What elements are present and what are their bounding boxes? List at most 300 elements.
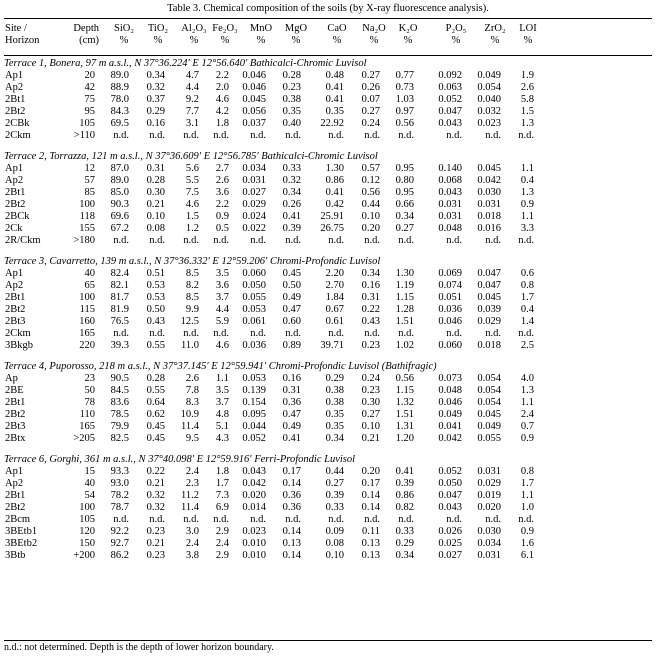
value-cell: 0.048 <box>438 223 462 234</box>
value-cell: 1.7 <box>520 478 534 489</box>
value-cell: 0.4 <box>520 175 534 186</box>
value-cell: 8.5 <box>185 268 199 279</box>
value-cell: 0.031 <box>477 550 501 561</box>
value-cell: 0.029 <box>477 478 501 489</box>
value-cell: n.d. <box>364 130 380 141</box>
value-cell: 0.33 <box>325 502 344 513</box>
value-cell: 1.7 <box>215 478 229 489</box>
value-cell: 2.20 <box>325 268 344 279</box>
value-cell: 0.060 <box>242 268 266 279</box>
value-cell: 0.018 <box>477 340 501 351</box>
value-cell: 0.063 <box>438 82 462 93</box>
value-cell: 0.034 <box>477 538 501 549</box>
table-row <box>4 466 652 478</box>
value-cell: 12 <box>84 163 95 174</box>
value-cell: 0.019 <box>477 490 501 501</box>
section-title: Terrace 1, Bonera, 97 m a.s.l., N 37°36.224′ E 12°56.640′ Bathicalci-Chromic Luvisol <box>4 58 367 69</box>
value-cell: 0.73 <box>395 82 414 93</box>
value-cell: 0.14 <box>282 478 301 489</box>
horizon-cell: Ap1 <box>5 268 24 279</box>
value-cell: 3.5 <box>215 268 229 279</box>
value-cell: 0.139 <box>242 385 266 396</box>
value-cell: 0.30 <box>146 187 165 198</box>
value-cell: 1.1 <box>520 211 534 222</box>
value-cell: 4.2 <box>215 106 229 117</box>
value-cell: 0.030 <box>477 526 501 537</box>
value-cell: 4.6 <box>215 340 229 351</box>
value-cell: n.d. <box>149 130 165 141</box>
value-cell: 0.36 <box>282 490 301 501</box>
value-cell: n.d. <box>149 514 165 525</box>
value-cell: n.d. <box>250 235 266 246</box>
value-cell: 3.5 <box>215 385 229 396</box>
table-row <box>4 82 652 94</box>
value-cell: 0.08 <box>325 538 344 549</box>
value-cell: 0.069 <box>438 268 462 279</box>
value-cell: 0.049 <box>477 421 501 432</box>
value-cell: 150 <box>79 538 95 549</box>
value-cell: 1.6 <box>520 538 534 549</box>
value-cell: 0.34 <box>282 187 301 198</box>
value-cell: 15 <box>84 466 95 477</box>
horizon-cell: Ap1 <box>5 466 24 477</box>
header-col: Al₂O₃ % <box>181 23 207 46</box>
horizon-cell: 2Bt1 <box>5 292 26 303</box>
value-cell: 0.53 <box>146 280 165 291</box>
horizon-cell: Ap2 <box>5 175 24 186</box>
value-cell: 0.95 <box>395 187 414 198</box>
value-cell: n.d. <box>183 328 199 339</box>
value-cell: 3.1 <box>185 118 199 129</box>
value-cell: 105 <box>79 118 95 129</box>
value-cell: 0.55 <box>146 385 165 396</box>
value-cell: 0.22 <box>361 304 380 315</box>
value-cell: 0.027 <box>242 187 266 198</box>
value-cell: 84.5 <box>110 385 129 396</box>
value-cell: 0.042 <box>242 478 266 489</box>
value-cell: 1.20 <box>395 433 414 444</box>
value-cell: 65 <box>84 280 95 291</box>
table-row <box>4 106 652 118</box>
table-row <box>4 502 652 514</box>
value-cell: 0.49 <box>282 421 301 432</box>
value-cell: 1.3 <box>520 187 534 198</box>
value-cell: 0.054 <box>477 385 501 396</box>
value-cell: 89.0 <box>110 70 129 81</box>
table-row <box>4 478 652 490</box>
value-cell: 0.29 <box>395 538 414 549</box>
value-cell: 0.020 <box>477 502 501 513</box>
value-cell: 0.24 <box>361 118 380 129</box>
horizon-cell: Ap2 <box>5 478 24 489</box>
value-cell: n.d. <box>485 328 501 339</box>
value-cell: 1.1 <box>520 163 534 174</box>
value-cell: 1.51 <box>395 409 414 420</box>
value-cell: 0.23 <box>361 340 380 351</box>
value-cell: 0.27 <box>325 478 344 489</box>
value-cell: 220 <box>79 340 95 351</box>
value-cell: 5.6 <box>185 163 199 174</box>
value-cell: 0.12 <box>361 175 380 186</box>
horizon-cell: Ap2 <box>5 82 24 93</box>
value-cell: 92.2 <box>110 526 129 537</box>
value-cell: 8.5 <box>185 292 199 303</box>
value-cell: 0.14 <box>282 526 301 537</box>
value-cell: 165 <box>79 421 95 432</box>
value-cell: 90.3 <box>110 199 129 210</box>
header-col: P₂O₅ % <box>445 23 467 46</box>
value-cell: 2.0 <box>215 82 229 93</box>
value-cell: 0.22 <box>146 466 165 477</box>
value-cell: 1.8 <box>215 466 229 477</box>
value-cell: 0.7 <box>520 421 534 432</box>
table-row <box>4 235 652 247</box>
value-cell: 0.5 <box>215 223 229 234</box>
value-cell: 1.3 <box>520 385 534 396</box>
value-cell: 0.016 <box>477 223 501 234</box>
value-cell: 0.77 <box>395 70 414 81</box>
value-cell: 78.5 <box>110 409 129 420</box>
value-cell: n.d. <box>364 328 380 339</box>
value-cell: 0.068 <box>438 175 462 186</box>
value-cell: 0.095 <box>242 409 266 420</box>
value-cell: n.d. <box>213 514 229 525</box>
table-row <box>4 526 652 538</box>
value-cell: 0.047 <box>438 490 462 501</box>
value-cell: 0.054 <box>477 82 501 93</box>
value-cell: 10.9 <box>180 409 199 420</box>
value-cell: 0.45 <box>282 268 301 279</box>
value-cell: 3.0 <box>185 526 199 537</box>
value-cell: 0.13 <box>361 538 380 549</box>
value-cell: 0.140 <box>438 163 462 174</box>
value-cell: 0.037 <box>242 118 266 129</box>
value-cell: 1.51 <box>395 316 414 327</box>
value-cell: 0.14 <box>361 502 380 513</box>
value-cell: 0.35 <box>325 106 344 117</box>
value-cell: 0.39 <box>282 223 301 234</box>
horizon-cell: 2Bcm <box>5 514 31 525</box>
horizon-cell: 2Bt1 <box>5 397 26 408</box>
value-cell: 0.28 <box>146 175 165 186</box>
value-cell: 0.32 <box>146 82 165 93</box>
value-cell: 0.060 <box>438 340 462 351</box>
value-cell: 0.37 <box>146 94 165 105</box>
value-cell: 86.2 <box>110 550 129 561</box>
value-cell: 50 <box>84 385 95 396</box>
value-cell: 0.26 <box>361 82 380 93</box>
value-cell: 8.2 <box>185 280 199 291</box>
value-cell: 1.32 <box>395 397 414 408</box>
horizon-cell: 2Btx <box>5 433 26 444</box>
value-cell: 0.042 <box>477 175 501 186</box>
value-cell: 0.026 <box>438 526 462 537</box>
table-row <box>4 268 652 280</box>
value-cell: 1.15 <box>395 385 414 396</box>
value-cell: 0.82 <box>395 502 414 513</box>
value-cell: 1.5 <box>185 211 199 222</box>
header-col: MnO % <box>249 23 273 46</box>
value-cell: 1.2 <box>185 223 199 234</box>
table-body <box>4 57 652 570</box>
value-cell: 1.4 <box>520 316 534 327</box>
horizon-cell: 3BEtb1 <box>5 526 38 537</box>
table-row <box>4 163 652 175</box>
value-cell: 39.3 <box>110 340 129 351</box>
value-cell: 1.30 <box>325 163 344 174</box>
value-cell: 82.1 <box>110 280 129 291</box>
value-cell: 40 <box>84 478 95 489</box>
value-cell: 89.0 <box>110 175 129 186</box>
value-cell: 0.21 <box>146 478 165 489</box>
value-cell: 92.7 <box>110 538 129 549</box>
value-cell: 83.6 <box>110 397 129 408</box>
value-cell: 0.046 <box>242 82 266 93</box>
value-cell: 110 <box>79 409 95 420</box>
value-cell: n.d. <box>518 328 534 339</box>
value-cell: 88.9 <box>110 82 129 93</box>
value-cell: 0.45 <box>146 421 165 432</box>
table-row <box>4 397 652 409</box>
value-cell: 0.045 <box>477 409 501 420</box>
section-title: Terrace 6, Gorghi, 361 m a.s.l., N 37°40.098′ E 12°59.916′ Ferri-Profondic Luvisol <box>4 454 356 465</box>
value-cell: 0.62 <box>146 409 165 420</box>
horizon-cell: 3BEtb2 <box>5 538 38 549</box>
value-cell: 0.29 <box>146 106 165 117</box>
value-cell: 0.34 <box>146 70 165 81</box>
value-cell: 0.35 <box>325 421 344 432</box>
value-cell: n.d. <box>328 235 344 246</box>
header-col: MgO % <box>284 23 308 46</box>
value-cell: 0.41 <box>325 94 344 105</box>
value-cell: 0.049 <box>438 409 462 420</box>
value-cell: n.d. <box>446 130 462 141</box>
value-cell: 11.0 <box>181 340 199 351</box>
horizon-cell: 2Ckm <box>5 328 31 339</box>
value-cell: 6.9 <box>215 502 229 513</box>
value-cell: n.d. <box>285 328 301 339</box>
value-cell: 0.34 <box>325 433 344 444</box>
horizon-cell: 2Bt2 <box>5 199 26 210</box>
value-cell: 0.9 <box>520 526 534 537</box>
table-header <box>4 18 652 56</box>
header-col: K₂O % <box>398 23 418 46</box>
value-cell: 0.60 <box>282 316 301 327</box>
value-cell: n.d. <box>213 328 229 339</box>
value-cell: 0.10 <box>361 421 380 432</box>
value-cell: n.d. <box>285 235 301 246</box>
value-cell: 0.10 <box>146 211 165 222</box>
value-cell: 0.055 <box>477 433 501 444</box>
value-cell: n.d. <box>113 514 129 525</box>
table-footnote: n.d.: not determined. Depth is the depth of lower horizon boundary. <box>4 642 274 653</box>
value-cell: 0.66 <box>395 199 414 210</box>
value-cell: 0.38 <box>282 94 301 105</box>
value-cell: 3.6 <box>215 187 229 198</box>
value-cell: 9.5 <box>185 433 199 444</box>
value-cell: 0.53 <box>146 292 165 303</box>
horizon-cell: 2Bt2 <box>5 409 26 420</box>
value-cell: 78.7 <box>110 502 129 513</box>
value-cell: 4.6 <box>215 94 229 105</box>
value-cell: 1.28 <box>395 304 414 315</box>
value-cell: 100 <box>79 502 95 513</box>
value-cell: n.d. <box>328 328 344 339</box>
value-cell: 0.41 <box>325 187 344 198</box>
header-col: TiO₂ % <box>147 23 169 46</box>
value-cell: 3.3 <box>520 223 534 234</box>
value-cell: 84.3 <box>110 106 129 117</box>
horizon-cell: 2Bt1 <box>5 94 26 105</box>
value-cell: 20 <box>84 70 95 81</box>
section-title: Terrace 4, Puporosso, 218 m a.s.l., N 37°37.145′ E 12°59.941′ Chromi-Profondic Luvisol (Bathifragic) <box>4 361 437 372</box>
value-cell: 39.71 <box>320 340 344 351</box>
value-cell: 3.7 <box>215 292 229 303</box>
value-cell: 3.8 <box>185 550 199 561</box>
table-row <box>4 421 652 433</box>
table-bottom-rule <box>4 640 652 641</box>
value-cell: 0.20 <box>361 466 380 477</box>
value-cell: 0.061 <box>242 316 266 327</box>
table-row <box>4 187 652 199</box>
value-cell: 1.31 <box>395 421 414 432</box>
value-cell: 0.41 <box>282 211 301 222</box>
value-cell: 0.21 <box>146 538 165 549</box>
value-cell: 90.5 <box>110 373 129 384</box>
value-cell: n.d. <box>398 235 414 246</box>
value-cell: 0.28 <box>146 373 165 384</box>
value-cell: 0.031 <box>438 211 462 222</box>
value-cell: n.d. <box>446 328 462 339</box>
value-cell: 0.053 <box>242 373 266 384</box>
header-col: Fe₂O₃ % <box>212 23 238 46</box>
horizon-cell: Ap1 <box>5 70 24 81</box>
value-cell: 0.11 <box>362 526 380 537</box>
value-cell: 1.03 <box>395 94 414 105</box>
value-cell: 1.0 <box>520 502 534 513</box>
value-cell: 0.41 <box>325 82 344 93</box>
horizon-cell: 2BE <box>5 385 24 396</box>
value-cell: n.d. <box>364 235 380 246</box>
value-cell: 2.4 <box>215 538 229 549</box>
table-row <box>4 340 652 352</box>
value-cell: 0.51 <box>146 268 165 279</box>
value-cell: 0.33 <box>282 163 301 174</box>
value-cell: 0.056 <box>242 106 266 117</box>
value-cell: >205 <box>73 433 95 444</box>
table-row <box>4 550 652 562</box>
value-cell: 42 <box>84 82 95 93</box>
value-cell: 69.5 <box>110 118 129 129</box>
value-cell: 78.0 <box>110 94 129 105</box>
value-cell: 1.1 <box>520 397 534 408</box>
value-cell: n.d. <box>183 514 199 525</box>
value-cell: 0.47 <box>282 304 301 315</box>
value-cell: 0.32 <box>146 490 165 501</box>
value-cell: 0.43 <box>146 316 165 327</box>
value-cell: n.d. <box>328 514 344 525</box>
value-cell: 1.1 <box>520 490 534 501</box>
value-cell: n.d. <box>250 328 266 339</box>
table-row <box>4 385 652 397</box>
table-row <box>4 223 652 235</box>
value-cell: 78.2 <box>110 490 129 501</box>
value-cell: 0.31 <box>282 385 301 396</box>
value-cell: 0.029 <box>242 199 266 210</box>
value-cell: 0.029 <box>477 316 501 327</box>
value-cell: n.d. <box>398 130 414 141</box>
value-cell: 0.050 <box>438 478 462 489</box>
value-cell: +200 <box>73 550 95 561</box>
value-cell: 0.039 <box>477 304 501 315</box>
table-row <box>4 175 652 187</box>
value-cell: 0.89 <box>282 340 301 351</box>
value-cell: 0.051 <box>438 292 462 303</box>
value-cell: 2.9 <box>215 526 229 537</box>
value-cell: 1.9 <box>520 70 534 81</box>
value-cell: n.d. <box>250 514 266 525</box>
value-cell: 2.4 <box>185 466 199 477</box>
value-cell: n.d. <box>446 235 462 246</box>
value-cell: 0.16 <box>146 118 165 129</box>
value-cell: 0.24 <box>361 373 380 384</box>
value-cell: 76.5 <box>110 316 129 327</box>
value-cell: 0.39 <box>325 490 344 501</box>
horizon-cell: 2R/Ckm <box>5 235 41 246</box>
value-cell: 0.043 <box>438 118 462 129</box>
value-cell: 0.44 <box>325 466 344 477</box>
value-cell: 2.9 <box>215 550 229 561</box>
value-cell: 0.86 <box>395 490 414 501</box>
value-cell: 93.3 <box>110 466 129 477</box>
value-cell: 1.19 <box>395 280 414 291</box>
value-cell: 2.2 <box>215 199 229 210</box>
value-cell: 11.4 <box>181 421 199 432</box>
value-cell: 0.29 <box>325 373 344 384</box>
value-cell: 0.046 <box>438 397 462 408</box>
value-cell: n.d. <box>213 235 229 246</box>
value-cell: 0.56 <box>395 373 414 384</box>
horizon-cell: 2Bt3 <box>5 421 26 432</box>
horizon-cell: 2Bt2 <box>5 304 26 315</box>
value-cell: n.d. <box>183 130 199 141</box>
value-cell: 0.047 <box>438 106 462 117</box>
value-cell: 1.5 <box>520 106 534 117</box>
value-cell: 0.57 <box>361 163 380 174</box>
table-row <box>4 70 652 82</box>
value-cell: 5.9 <box>215 316 229 327</box>
value-cell: 0.35 <box>282 106 301 117</box>
value-cell: 0.092 <box>438 70 462 81</box>
value-cell: 0.40 <box>282 118 301 129</box>
value-cell: 0.95 <box>395 163 414 174</box>
value-cell: 0.23 <box>361 385 380 396</box>
table-caption: Table 3. Chemical composition of the soils (by X-ray fluorescence analysis). <box>167 3 489 14</box>
value-cell: 57 <box>84 175 95 186</box>
value-cell: n.d. <box>485 514 501 525</box>
value-cell: n.d. <box>518 130 534 141</box>
value-cell: 0.47 <box>282 409 301 420</box>
value-cell: 0.67 <box>325 304 344 315</box>
value-cell: 1.30 <box>395 268 414 279</box>
value-cell: 0.23 <box>146 550 165 561</box>
value-cell: 0.046 <box>242 70 266 81</box>
value-cell: 9.9 <box>185 304 199 315</box>
value-cell: 3.7 <box>215 397 229 408</box>
value-cell: 1.1 <box>215 373 229 384</box>
value-cell: 0.024 <box>242 211 266 222</box>
value-cell: 0.010 <box>242 538 266 549</box>
